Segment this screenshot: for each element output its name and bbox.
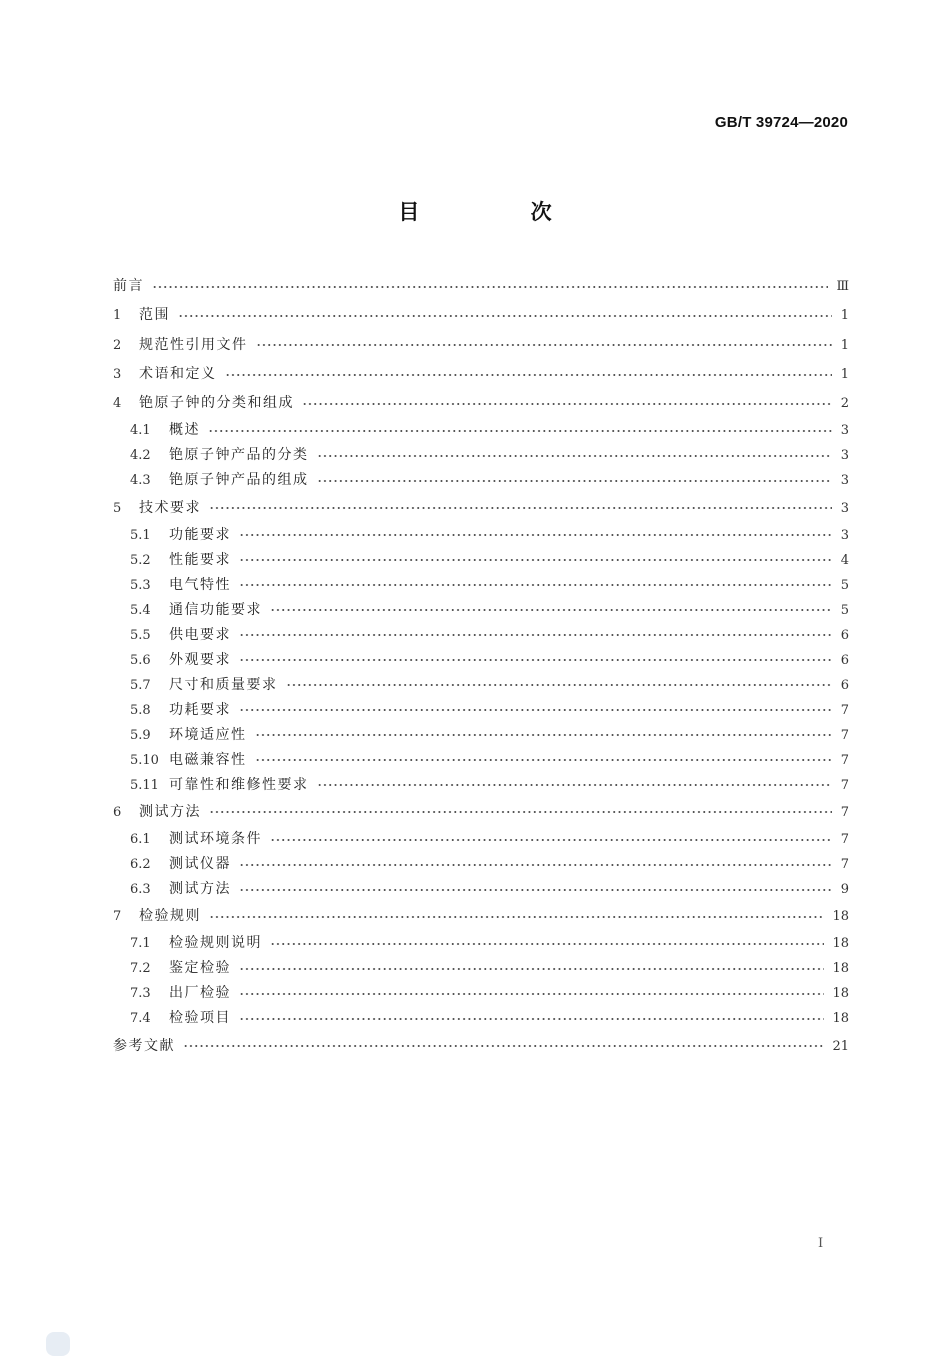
toc-entry-page: 6 [840,652,849,668]
toc-subentry[interactable] [113,1006,849,1031]
dot-leader [239,704,832,716]
toc-entry-page: 1 [840,337,849,353]
toc-entry-page: 6 [840,677,849,693]
toc-entry-number: 4.3 [130,473,151,489]
dot-leader [239,1013,824,1025]
toc-entry-page: 3 [840,473,849,489]
toc-subentry[interactable] [113,827,849,852]
toc-entry-page: 18 [832,936,849,952]
toc-entry-page: 1 [840,308,849,324]
dot-leader [178,310,832,322]
toc-entry-label: 技术要求 [139,499,201,516]
dot-leader [270,834,832,846]
toc-entry-page: 18 [832,909,849,925]
toc-entry-number: 7.1 [130,936,151,952]
toc-entry-page: 7 [840,832,849,848]
toc-subentry[interactable] [113,573,849,598]
toc-entry-label: 鉴定检验 [169,960,231,977]
toc-entry-page: 6 [840,627,849,643]
dot-leader [239,554,832,566]
dot-leader [239,884,832,896]
toc-entry-page: 5 [840,577,849,593]
dot-leader [317,450,833,462]
toc-entry-label: 测试方法 [139,803,201,820]
dot-leader [286,679,833,691]
toc-entry-number: 5.4 [130,602,151,618]
toc-entry-number: 2 [113,337,122,353]
toc-entry-page: 2 [840,396,849,412]
dot-leader [209,911,824,923]
toc-entry-number: 6.1 [130,832,151,848]
toc-subentry[interactable] [113,673,849,698]
toc-entry-number: 5.1 [130,527,151,543]
toc-subentry[interactable] [113,523,849,548]
toc-entry-page: 18 [832,1011,849,1027]
toc-entry[interactable] [113,1031,849,1060]
toc-entry-number: 5 [113,500,122,516]
toc-entry-label: 前言 [113,278,144,295]
dot-leader [256,339,833,351]
dot-leader [239,988,824,1000]
toc-entry-label: 通信功能要求 [169,601,262,618]
toc-subentry[interactable] [113,468,849,493]
dot-leader [317,779,833,791]
toc-entry-page: 18 [832,961,849,977]
toc-entry-label: 测试环境条件 [169,831,262,848]
corner-badge [46,1332,70,1356]
toc-entry-page: 7 [840,727,849,743]
table-of-contents [113,272,849,1061]
toc-entry-label: 出厂检验 [169,985,231,1002]
toc-entry-page: 3 [840,448,849,464]
toc-entry-label: 参考文献 [113,1037,175,1054]
toc-entry-label: 铯原子钟的分类和组成 [139,395,294,412]
dot-leader [239,629,832,641]
toc-subentry[interactable] [113,981,849,1006]
toc-entry[interactable] [113,389,849,418]
dot-leader [152,281,828,293]
toc-entry[interactable] [113,902,849,931]
toc-subentry[interactable] [113,773,849,798]
dot-leader [209,502,832,514]
toc-entry-page: 1 [840,367,849,383]
toc-entry[interactable] [113,331,849,360]
toc-entry-page: 3 [840,500,849,516]
toc-entry-label: 环境适应性 [169,726,247,743]
toc-entry[interactable] [113,493,849,522]
toc-entry-number: 5.6 [130,652,151,668]
toc-subentry[interactable] [113,931,849,956]
toc-entry-page: 18 [832,986,849,1002]
toc-entry-label: 电磁兼容性 [169,751,247,768]
toc-subentry[interactable] [113,548,849,573]
toc-entry-page: 7 [840,752,849,768]
toc-entry-label: 供电要求 [169,626,231,643]
toc-entry-label: 检验规则 [139,908,201,925]
toc-entry-label: 术语和定义 [139,366,217,383]
toc-subentry[interactable] [113,648,849,673]
toc-subentry[interactable] [113,748,849,773]
toc-entry-label: 性能要求 [169,551,231,568]
dot-leader [239,963,824,975]
dot-leader [239,529,832,541]
dot-leader [255,729,833,741]
toc-entry[interactable] [113,360,849,389]
toc-entry-number: 5.3 [130,577,151,593]
toc-entry-page: 7 [840,702,849,718]
toc-entry-number: 5.7 [130,677,151,693]
dot-leader [270,604,832,616]
toc-entry-label: 功能要求 [169,526,231,543]
toc-entry-number: 5.5 [130,627,151,643]
toc-entry-page: 5 [840,602,849,618]
dot-leader [239,654,832,666]
toc-entry-page: 3 [840,527,849,543]
toc-subentry[interactable] [113,877,849,902]
toc-subentry[interactable] [113,698,849,723]
toc-entry-label: 电气特性 [169,576,231,593]
toc-entry-number: 4.2 [130,448,151,464]
toc-subentry[interactable] [113,598,849,623]
toc-entry-label: 概述 [169,422,200,439]
toc-entry-label: 铯原子钟产品的组成 [169,472,309,489]
toc-entry-number: 5.11 [130,777,159,793]
toc-subentry[interactable] [113,852,849,877]
toc-entry-label: 铯原子钟产品的分类 [169,447,309,464]
toc-entry-label: 尺寸和质量要求 [169,676,278,693]
toc-entry-number: 7.2 [130,961,151,977]
toc-subentry[interactable] [113,723,849,748]
toc-entry-number: 5.2 [130,552,151,568]
toc-entry[interactable] [113,301,849,330]
toc-entry-page: 7 [840,857,849,873]
page-number: I [818,1236,824,1251]
toc-entry-label: 外观要求 [169,651,231,668]
toc-entry-label: 规范性引用文件 [139,336,248,353]
dot-leader [183,1040,824,1052]
toc-entry-number: 4.1 [130,423,151,439]
toc-entry-label: 测试仪器 [169,856,231,873]
toc-entry-number: 3 [113,367,122,383]
toc-subentry[interactable] [113,443,849,468]
dot-leader [255,754,833,766]
toc-entry-label: 检验规则说明 [169,935,262,952]
toc-entry-label: 范围 [139,307,170,324]
toc-entry-number: 5.8 [130,702,151,718]
toc-entry-page: 21 [832,1038,849,1054]
toc-entry-number: 6 [113,804,122,820]
toc-entry-number: 7 [113,909,122,925]
toc-entry[interactable] [113,272,849,301]
toc-entry[interactable] [113,798,849,827]
toc-entry-label: 测试方法 [169,881,231,898]
toc-entry-page: Ⅲ [836,279,849,295]
toc-entry-label: 可靠性和维修性要求 [169,776,309,793]
toc-entry-number: 4 [113,396,122,412]
toc-entry-number: 6.2 [130,857,151,873]
toc-subentry[interactable] [113,418,849,443]
dot-leader [208,425,832,437]
toc-entry-label: 功耗要求 [169,701,231,718]
toc-entry-number: 6.3 [130,882,151,898]
toc-entry-page: 9 [840,882,849,898]
dot-leader [302,398,832,410]
toc-subentry[interactable] [113,623,849,648]
standard-code: GB/T 39724—2020 [714,114,848,131]
toc-entry-page: 7 [840,804,849,820]
page-title: 目 次 [398,200,604,224]
toc-entry-page: 7 [840,777,849,793]
dot-leader [270,938,824,950]
toc-entry-page: 3 [840,423,849,439]
dot-leader [317,475,833,487]
toc-entry-page: 4 [840,552,849,568]
dot-leader [209,806,832,818]
toc-entry-number: 5.10 [130,752,159,768]
dot-leader [225,369,833,381]
toc-entry-number: 7.3 [130,986,151,1002]
toc-entry-label: 检验项目 [169,1010,231,1027]
toc-entry-number: 5.9 [130,727,151,743]
dot-leader [239,579,832,591]
toc-subentry[interactable] [113,956,849,981]
toc-entry-number: 1 [113,308,122,324]
toc-entry-number: 7.4 [130,1011,151,1027]
dot-leader [239,859,832,871]
